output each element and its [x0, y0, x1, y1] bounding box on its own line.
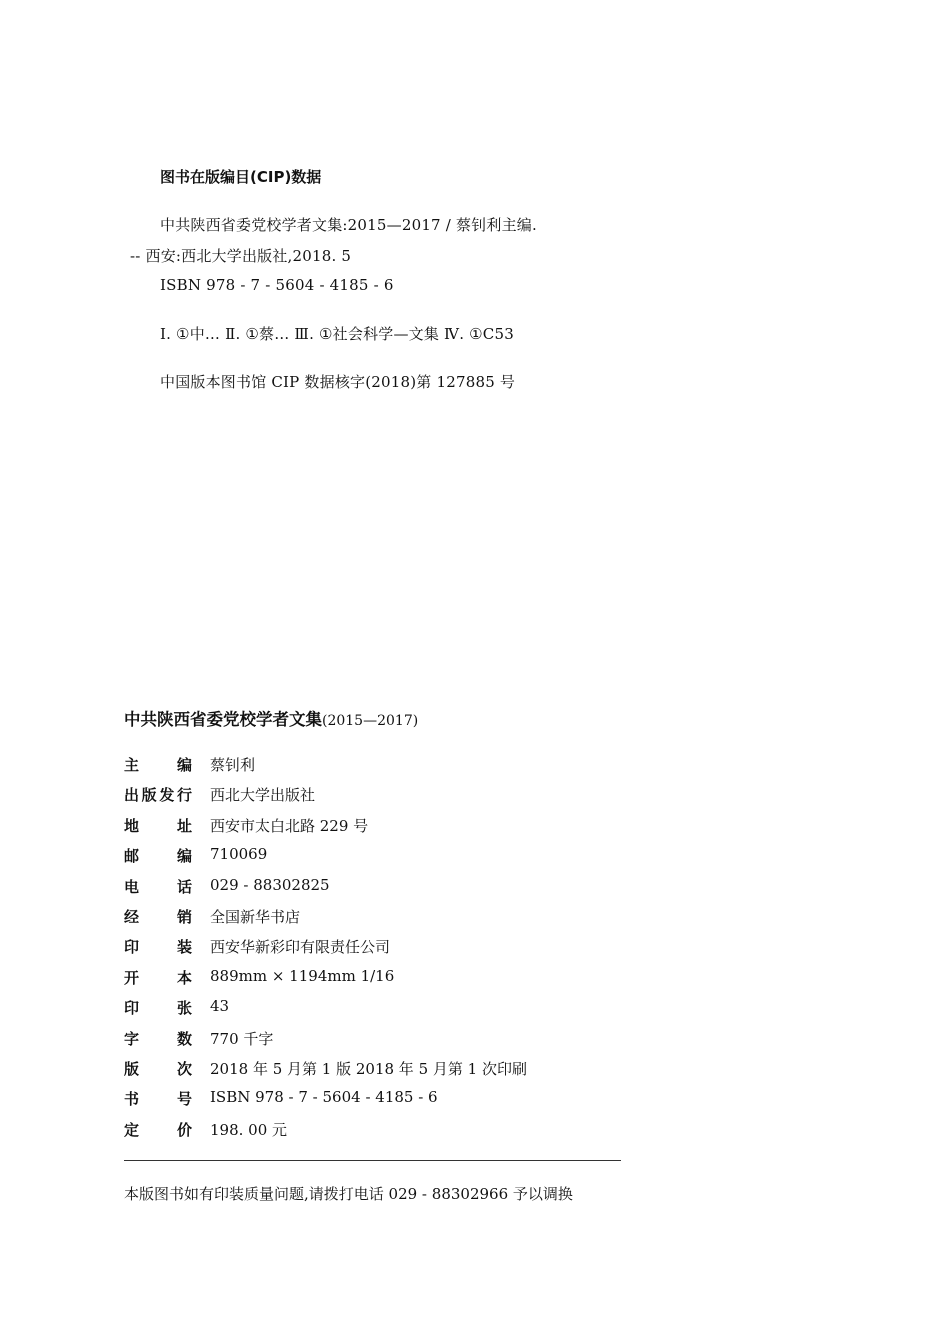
book-title-years: (2015—2017): [322, 713, 419, 729]
info-label: 定价: [124, 1120, 192, 1139]
info-label: 印装: [124, 938, 192, 957]
info-value: 西北大学出版社: [210, 786, 316, 805]
cip-line-classification: Ⅰ. ①中… Ⅱ. ①蔡… Ⅲ. ①社会科学—文集 Ⅳ. ①C53: [160, 325, 514, 343]
info-value: 全国新华书店: [210, 907, 301, 926]
cip-line-title: 中共陕西省委党校学者文集:2015—2017 / 蔡钊利主编.: [160, 216, 537, 234]
cip-line-record-number: 中国版本图书馆 CIP 数据核字(2018)第 127885 号: [160, 373, 516, 391]
book-title: [124, 706, 418, 730]
info-value: 029 - 88302825: [210, 875, 330, 894]
info-label: 主编: [124, 756, 192, 774]
info-value: 710069: [210, 845, 268, 864]
horizontal-rule: [124, 1160, 621, 1161]
footer-note: 本版图书如有印装质量问题,请拨打电话 029 - 88302966 予以调换: [124, 1185, 573, 1203]
info-value: 2018 年 5 月第 1 版 2018 年 5 月第 1 次印刷: [210, 1059, 527, 1078]
info-value: 西安市太白北路 229 号: [210, 816, 369, 835]
info-value: 43: [210, 997, 230, 1016]
info-label: 地址: [124, 816, 192, 835]
cip-line-publisher: -- 西安:西北大学出版社,2018. 5: [130, 247, 352, 265]
info-label: 出版发行: [124, 786, 192, 805]
info-value: 蔡钊利: [210, 756, 256, 774]
cip-heading: 图书在版编目(CIP)数据: [160, 168, 322, 186]
info-value: 889mm × 1194mm 1/16: [210, 966, 395, 985]
book-title-main: 中共陕西省委党校学者文集: [124, 710, 322, 729]
info-label: 印张: [124, 999, 192, 1018]
info-label: 书号: [124, 1090, 192, 1109]
info-value: 770 千字: [210, 1029, 274, 1048]
info-label: 邮编: [124, 847, 192, 866]
info-label: 版次: [124, 1059, 192, 1078]
info-label: 电话: [124, 877, 192, 896]
info-label: 开本: [124, 968, 192, 987]
info-value: ISBN 978 - 7 - 5604 - 4185 - 6: [210, 1088, 438, 1107]
cip-line-isbn: ISBN 978 - 7 - 5604 - 4185 - 6: [160, 276, 394, 294]
info-value: 198. 00 元: [210, 1120, 288, 1139]
info-label: 字数: [124, 1029, 192, 1048]
info-value: 西安华新彩印有限责任公司: [210, 938, 391, 957]
info-label: 经销: [124, 907, 192, 926]
